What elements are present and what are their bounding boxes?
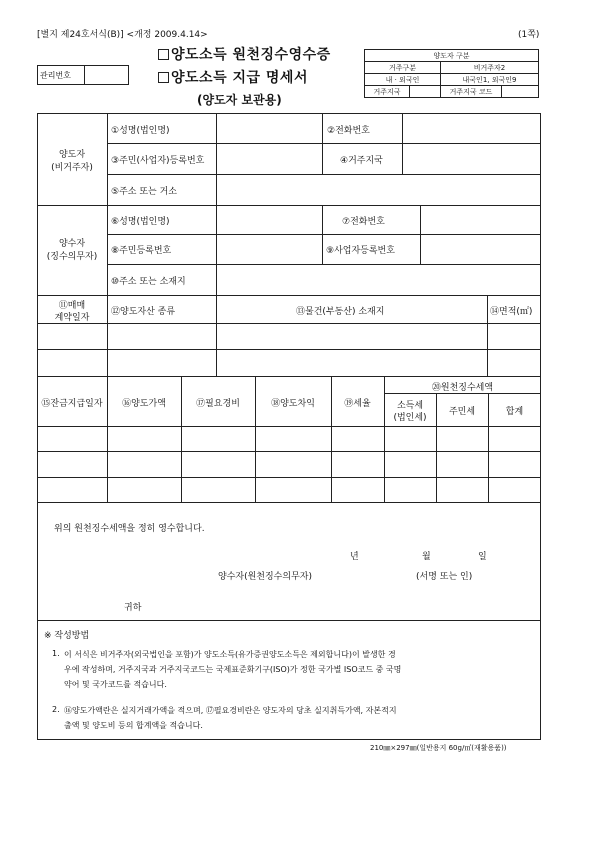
withholding-tax-header: ⑳원천징수세액 xyxy=(431,383,494,393)
country-label: 거주지국 xyxy=(365,86,410,98)
country-code-field[interactable] xyxy=(502,86,539,98)
buyer-section-label: 양수자 xyxy=(58,239,86,249)
capital-gain-field-3[interactable] xyxy=(257,479,329,500)
instructions-title: ※ 작성방법 xyxy=(44,631,90,641)
instruction-1-line-3: 약어 및 국가코드를 적습니다. xyxy=(64,680,167,689)
page-number: (1쪽) xyxy=(518,30,540,40)
instruction-2-line-2: 출액 및 양도비 등의 합계액을 적습니다. xyxy=(64,721,203,730)
instruction-2-line-1: ⑯양도가액란은 실지거래가액을 적으며, ⑰필요경비란은 양도자의 당초 실지취득가액, 자본적지 xyxy=(64,706,397,715)
balance-date-field-1[interactable] xyxy=(39,428,105,449)
title-copy-note: (양도자 보관용) xyxy=(197,93,282,107)
seller-section-label: 양도자 xyxy=(58,150,86,160)
instruction-2-number: 2. xyxy=(52,705,60,714)
country-code-label: 거주지국 코드 xyxy=(441,86,502,98)
receipt-month-field[interactable] xyxy=(372,546,420,560)
local-tax-field-1[interactable] xyxy=(438,428,486,449)
recipient-field[interactable] xyxy=(54,597,122,611)
buyer-section-sublabel: (징수의무자) xyxy=(46,252,98,262)
nationality-value: 내국인1, 외국인9 xyxy=(441,74,539,86)
seller-country-field[interactable] xyxy=(404,146,539,172)
balance-date-field-2[interactable] xyxy=(39,453,105,475)
total-field-1[interactable] xyxy=(490,428,539,449)
seller-phone-label: ②전화번호 xyxy=(327,126,370,136)
tax-rate-field-2[interactable] xyxy=(333,453,382,475)
seller-classification-table xyxy=(364,49,539,98)
tax-rate-field-3[interactable] xyxy=(333,479,382,500)
income-tax-header-2: (법인세) xyxy=(393,413,427,423)
form-number: [별지 제24호서식(B)] <개정 2009.4.14> xyxy=(37,30,208,40)
contract-date-header: ⑪매매 xyxy=(58,301,86,311)
capital-gain-field-1[interactable] xyxy=(257,428,329,449)
total-header: 합계 xyxy=(505,407,524,417)
balance-date-header: ⑮잔금지급일자 xyxy=(41,399,103,409)
buyer-reg-no-field[interactable] xyxy=(218,237,320,262)
seller-phone-field[interactable] xyxy=(404,116,539,141)
recipient-honorific: 귀하 xyxy=(124,603,142,613)
buyer-address-label: ⑩주소 또는 소재지 xyxy=(111,277,186,287)
contract-date-field-1[interactable] xyxy=(39,325,105,347)
transfer-price-field-2[interactable] xyxy=(109,453,179,475)
buyer-biz-no-label: ⑨사업자등록번호 xyxy=(326,246,395,256)
expenses-field-1[interactable] xyxy=(183,428,253,449)
area-field-1[interactable] xyxy=(489,325,539,347)
receipt-day-field[interactable] xyxy=(432,546,476,560)
location-field-1[interactable] xyxy=(218,325,485,347)
management-number-label: 관리번호 xyxy=(40,71,71,80)
title-receipt-checkbox[interactable] xyxy=(158,49,169,60)
transfer-price-field-1[interactable] xyxy=(109,428,179,449)
contract-date-header-2: 계약일자 xyxy=(54,313,90,323)
residency-label: 거주구분 xyxy=(365,62,441,74)
seller-reg-no-field[interactable] xyxy=(218,146,320,172)
seller-reg-no-label: ③주민(사업자)등록번호 xyxy=(111,156,205,166)
instruction-1-line-1: 이 서식은 비거주자(외국법인을 포함)가 양도소득(유가증권양도소득은 제외합니다)이 발생한 경 xyxy=(64,650,396,659)
total-field-3[interactable] xyxy=(490,479,539,500)
seller-name-label: ①성명(법인명) xyxy=(111,126,170,136)
local-tax-field-2[interactable] xyxy=(438,453,486,475)
income-tax-field-1[interactable] xyxy=(386,428,434,449)
seller-name-field[interactable] xyxy=(218,116,320,141)
receipt-statement: 위의 원천징수세액을 정히 영수합니다. xyxy=(54,524,205,534)
receipt-day-label: 일 xyxy=(478,552,487,562)
seller-address-field[interactable] xyxy=(218,177,539,203)
management-number-field[interactable] xyxy=(86,67,127,83)
payer-label: 양수자(원천징수의무자) xyxy=(218,572,312,582)
title-receipt: 양도소득 원천징수영수증 xyxy=(158,44,331,64)
location-header: ⑬물건(부동산) 소재지 xyxy=(296,307,385,317)
capital-gain-header: ⑱양도차익 xyxy=(271,399,315,409)
title-statement-checkbox[interactable] xyxy=(158,72,169,83)
country-field[interactable] xyxy=(410,86,441,98)
buyer-biz-no-field[interactable] xyxy=(422,237,539,262)
income-tax-field-3[interactable] xyxy=(386,479,434,500)
residency-value: 비거주자2 xyxy=(441,62,539,74)
receipt-month-label: 월 xyxy=(422,552,431,562)
asset-type-field-1[interactable] xyxy=(109,325,214,347)
payer-signature-field[interactable] xyxy=(340,566,410,580)
area-field-2[interactable] xyxy=(489,351,539,374)
location-field-2[interactable] xyxy=(218,351,485,374)
seller-section-sublabel: (비거주자) xyxy=(51,163,93,173)
receipt-year-label: 년 xyxy=(350,552,359,562)
expenses-header: ⑰필요경비 xyxy=(196,399,240,409)
capital-gain-field-2[interactable] xyxy=(257,453,329,475)
buyer-phone-field[interactable] xyxy=(422,208,539,232)
seller-country-label: ④거주지국 xyxy=(340,156,383,166)
buyer-address-field[interactable] xyxy=(218,267,539,293)
instruction-1-line-2: 우에 작성하며, 거주지국과 거주지국코드는 국제표준화기구(ISO)가 정한 국가별 ISO코드 중 국명 xyxy=(64,665,402,674)
contract-date-field-2[interactable] xyxy=(39,351,105,374)
seller-class-title: 양도자 구분 xyxy=(365,50,539,62)
buyer-name-field[interactable] xyxy=(218,208,320,232)
nationality-label: 내 · 외국인 xyxy=(365,74,441,86)
area-header: ⑭면적(㎡) xyxy=(490,307,533,317)
tax-rate-field-1[interactable] xyxy=(333,428,382,449)
signature-label: (서명 또는 인) xyxy=(416,572,473,582)
local-tax-field-3[interactable] xyxy=(438,479,486,500)
expenses-field-3[interactable] xyxy=(183,479,253,500)
title-statement: 양도소득 지급 명세서 xyxy=(158,67,308,87)
expenses-field-2[interactable] xyxy=(183,453,253,475)
income-tax-field-2[interactable] xyxy=(386,453,434,475)
seller-address-label: ⑤주소 또는 거소 xyxy=(111,187,177,197)
buyer-phone-label: ⑦전화번호 xyxy=(342,217,385,227)
total-field-2[interactable] xyxy=(490,453,539,475)
asset-type-header: ⑫양도자산 종류 xyxy=(111,307,176,317)
buyer-reg-no-label: ⑧주민등록번호 xyxy=(111,246,172,256)
tax-rate-header: ⑲세율 xyxy=(344,399,371,409)
instruction-1-number: 1. xyxy=(52,649,60,658)
local-tax-header: 주민세 xyxy=(448,407,476,417)
income-tax-header: 소득세 xyxy=(396,401,424,411)
balance-date-field-3[interactable] xyxy=(39,479,105,500)
buyer-name-label: ⑥성명(법인명) xyxy=(111,217,170,227)
asset-type-field-2[interactable] xyxy=(109,351,214,374)
receipt-year-field[interactable] xyxy=(300,546,348,560)
paper-spec-footer: 210㎜×297㎜(일반용지 60g/㎡(재활용품)) xyxy=(370,744,507,752)
transfer-price-field-3[interactable] xyxy=(109,479,179,500)
transfer-price-header: ⑯양도가액 xyxy=(122,399,166,409)
